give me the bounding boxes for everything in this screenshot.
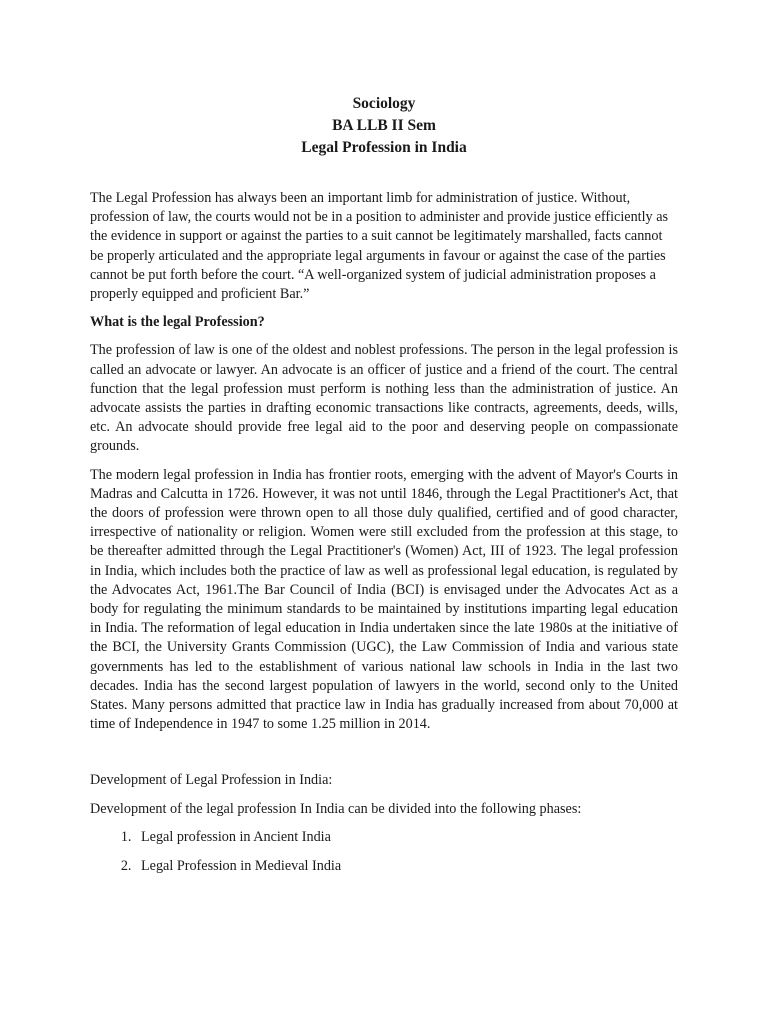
section-spacer [90, 743, 678, 771]
course-title: BA LLB II Sem [332, 117, 436, 134]
phases-list [90, 828, 678, 876]
document-page [90, 93, 678, 886]
development-intro: Development of the legal profession In India can be divided into the following phases: [90, 800, 582, 817]
section-heading-legal-profession: What is the legal Profession? [90, 314, 265, 331]
document-title: Legal Profession in India [301, 139, 467, 156]
section-heading-development: Development of Legal Profession in India: [90, 772, 333, 789]
list-item: 2. Legal Profession in Medieval India [135, 857, 678, 876]
list-item: 1. Legal profession in Ancient India [135, 828, 678, 847]
intro-paragraph: The Legal Profession has always been an important limb for administration of justice. Without, profession of law, the courts would not be in a position to administer and provide justice efficiently as the evidence in support or against the parties to a suit cannot be legitimately marshalled, facts cannot be properly articulated and the appropriate legal arguments in favour or against the case of the parties cannot be put forth before the court. “A well-organized system of judicial administration proposes a properly equipped and proficient Bar.” [90, 190, 669, 303]
body-paragraph-history: The modern legal profession in India has frontier roots, emerging with the advent of Mayor's Courts in Madras and Calcutta in 1726. However, it was not until 1846, through the Legal Practitioner's Act, that the doors of profession were thrown open to all those duly qualified, certified and of good character, irrespective of nationality or religion. Women were still excluded from the profession at this stage, to be thereafter admitted through the Legal Practitioner's (Women) Act, III of 1923. The legal profession in India, which includes both the practice of law as well as professional legal education, is regulated by the Advocates Act, 1961.The Bar Council of India (BCI) is envisaged under the Advocates Act as a body for regulating the minimum standards to be maintained by institutions imparting legal education in India. The reformation of legal education in India undertaken since the late 1980s at the initiative of the BCI, the University Grants Commission (UGC), the Law Commission of India and various state governments has led to the establishment of various national law schools in India in the last two decades. India has the second largest population of lawyers in the world, second only to the United States. Many persons admitted that practice law in India has gradually increased from about 70,000 at time of Independence in 1947 to some 1.25 million in 2014. [90, 466, 678, 733]
body-paragraph-definition: The profession of law is one of the oldest and noblest professions. The person in the legal profession is called an advocate or lawyer. An advocate is an officer of justice and a friend of the court. The central function that the legal profession must perform is nothing less than the administration of justice. An advocate assists the parties in drafting economic transactions like contracts, agreements, deeds, wills, etc. An advocate should provide free legal aid to the poor and deserving people on compassionate grounds. [90, 342, 678, 455]
subject-title: Sociology [352, 95, 416, 112]
document-title-block [90, 93, 678, 159]
